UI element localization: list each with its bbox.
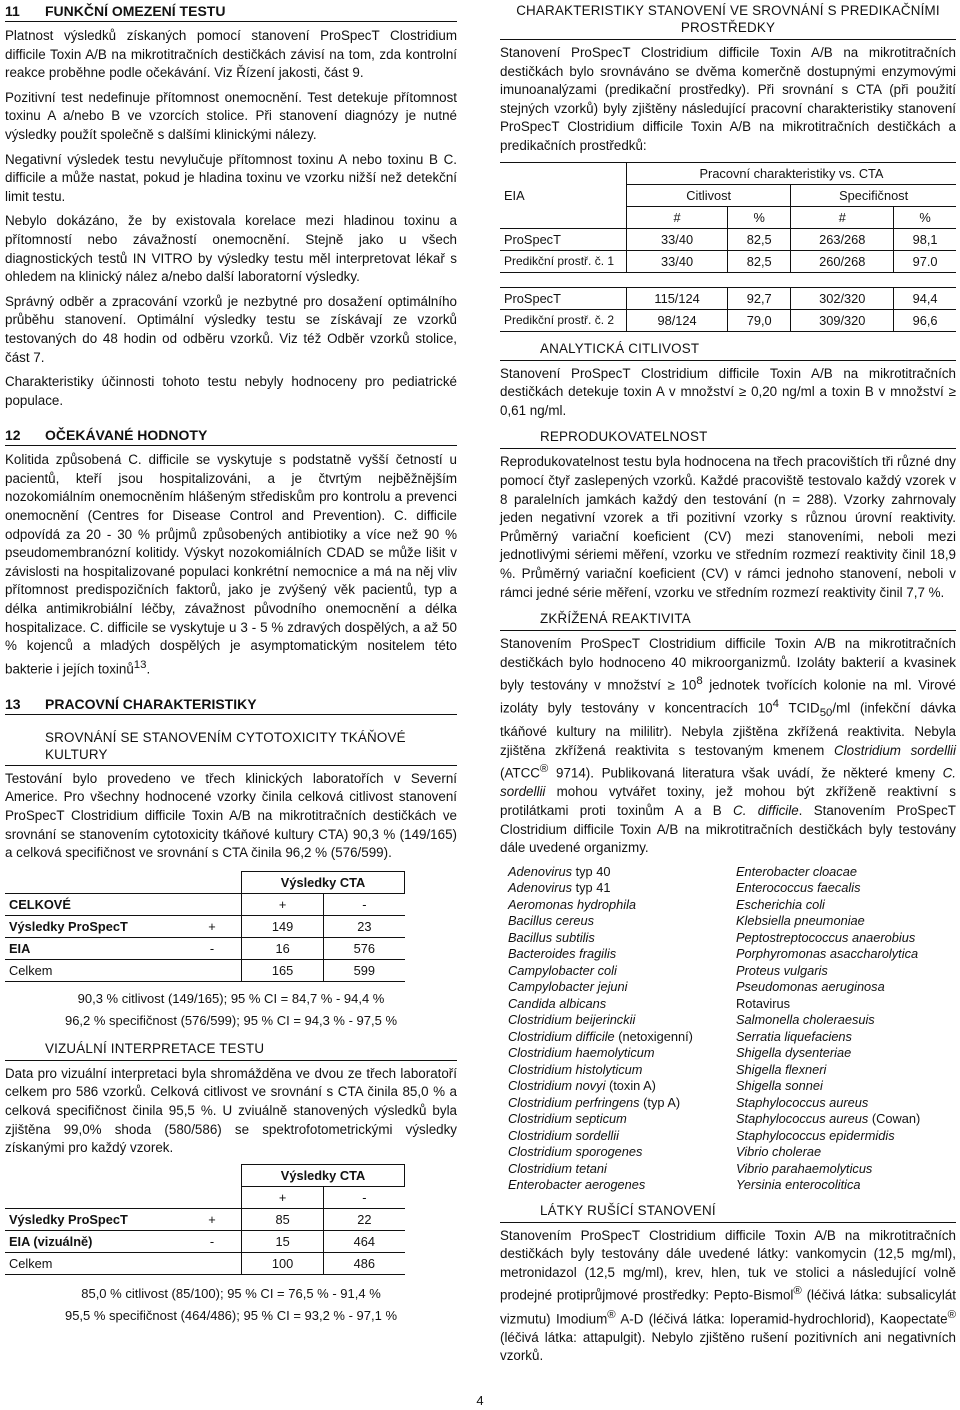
cross-heading: ZKŘÍŽENÁ REAKTIVITA bbox=[500, 610, 956, 631]
sec11-p1: Platnost výsledků získaných pomocí stanovení ProSpecT Clostridium difficile Toxin A/B na mikrotitračních destičkách závisí na tom, zda kontrolní reakce proběhne podle očekávání. Viz Řízení jakosti, část 9. bbox=[5, 28, 457, 81]
table-row: EIA - 16 576 bbox=[5, 937, 405, 959]
list-item: Vibrio parahaemolyticus bbox=[736, 1160, 873, 1176]
list-item: Escherichia coli bbox=[736, 896, 825, 912]
interference-heading: LÁTKY RUŠÍCÍ STANOVENÍ bbox=[500, 1202, 956, 1223]
cta-table: Výsledky CTA CELKOVÉ + - Výsledky ProSpecT + 149 23 EIA - 16 576 Celkem 165 599 bbox=[5, 871, 405, 982]
list-item: Campylobacter coli bbox=[508, 962, 617, 978]
list-item: Bacteroides fragilis bbox=[508, 946, 617, 962]
list-item: Staphylococcus aureus (Cowan) bbox=[736, 1111, 921, 1127]
sec11-p5: Správný odběr a zpracování vzorků je nezbytné pro dosažení optimálního průběhu stanovení. Optimální výsledky testu se získávají ze vzorků testovaných do 48 hodin od odběru vzorků. Viz též Odběr vzorků stolice, část 7. bbox=[5, 293, 457, 365]
section-13-heading: 13 PRACOVNÍ CHARAKTERISTIKY bbox=[5, 693, 457, 715]
predicative-paragraph: Stanovení ProSpecT Clostridium difficile Toxin A/B na mikrotitračních destičkách bylo srovnáváno se dvěma komerčně dostupnými enzymovými imunoanalýzami (predikační prostředky). Při srovnání s CTA (při použití stejných vzorků) byly zjištěny následující pracovní charakteristiky stanovení ProSpecT Clostridium difficile Toxin A/B na mikrotitračních destičkách a predikačních prostředků: bbox=[500, 45, 956, 153]
list-item: Proteus vulgaris bbox=[736, 962, 828, 978]
list-item: Bacillus cereus bbox=[508, 913, 595, 929]
left-column bbox=[5, 0, 457, 1329]
analytic-heading: ANALYTICKÁ CITLIVOST bbox=[500, 340, 956, 361]
cta-stat-1: 90,3 % citlivost (149/165); 95 % CI = 84,7 % - 94,4 % bbox=[77, 990, 385, 1006]
table-row: EIA (vizuálně) - 15 464 bbox=[5, 1230, 405, 1252]
page-number: 4 bbox=[476, 1393, 484, 1408]
sec11-p3: Negativní výsledek testu nevylučuje přítomnost toxinu A nebo toxinu B C. difficile a může nastat, pokud je hladina toxinu ve vzorku nižší než detekční limit testu. bbox=[5, 151, 457, 204]
interference-paragraph: Stanovením ProSpecT Clostridium difficile Toxin A/B na mikrotitračních destičkách byly testovány dále uvedené látky: vankomycin (12,5 mg/ml), metronidazol (12,5 mg/ml), krev, hlen, tuk ve stolici a následující volně prodejné protiprůjmové prostředky: Pepto-Bismol® (léčivá látka: subsalicylát vizmutu) Imodium® A-D (léčivá látka: loperamid-hydrochlorid), Kaopectate® (léčivá látka: attapulgit). Nebylo zjištěno rušení pozitivních ani negativních vzorků. bbox=[500, 1227, 956, 1364]
list-item: Enterobacter aerogenes bbox=[508, 1177, 646, 1193]
sec11-p6: Charakteristiky účinnosti tohoto testu nebyly hodnoceny pro pediatrické populace. bbox=[5, 374, 457, 408]
list-item: Staphylococcus epidermidis bbox=[736, 1127, 895, 1143]
predicative-table: Pracovní charakteristiky vs. CTA EIA Citlivost Specifičnost # % # % ProSpecT 33/40 82,5 263/268 98,1 Predikční prostř. č. 1 33/40 82,5 260/268 97.0 ProSpecT 115/124 92,7 302/320 94,4 Predikční prostř. č. 2 98/124 79,0 309/320 96,6 bbox=[500, 162, 956, 332]
list-item: Shigella sonnei bbox=[736, 1078, 823, 1094]
visual-stat-1: 85,0 % citlivost (85/100); 95 % CI = 76,5 % - 91,4 % bbox=[81, 1285, 381, 1301]
overall-label: CELKOVÉ bbox=[5, 893, 183, 915]
list-item: Rotavirus bbox=[736, 995, 791, 1011]
list-item: Pseudomonas aeruginosa bbox=[736, 979, 885, 995]
table-row: ProSpecT 115/124 92,7 302/320 94,4 bbox=[500, 287, 956, 309]
table-row: Výsledky ProSpecT + 149 23 bbox=[5, 915, 405, 937]
list-item: Adenovirus typ 41 bbox=[508, 880, 611, 896]
right-column bbox=[500, 0, 956, 1366]
repro-paragraph: Reprodukovatelnost testu byla hodnocena na třech pracovištích tři různé dny pomocí čtyř zaslepených vzorků. Každé pracoviště testovalo každý vzorek v 8 paralelních jamkách každý den testování (n = 288). Vzorky zahrnovaly jeden negativní vzorek a tři pozitivní vzorky s různou úrovní reaktivity. Průměrný variační koeficient (CV) mezi stanoveními, neboli mezi jednotlivými sériemi měření, vzorku ve středním rozmezí reaktivity činil 18,9 %. Průměrný variační koeficient (CV) v rámci jednoho stanovení, neboli v rámci jedné série měření, vzorku ve středním rozmezí reaktivity činil 7,7 %. bbox=[500, 454, 956, 600]
visual-paragraph: Data pro vizuální interpretaci byla shromážděna ve dvou ze třech laboratoří celkem pro 586 vzorků. Celková citlivost ve srovnání s CTA činila 85,0 % a celková specifičnost činila 95,5 %. U zviuálně stanovených výsledků byla zjištěna 99,0% shoda (580/586) se spektrofotometrickými výsledky získanými pro každý vzorek. bbox=[5, 1065, 457, 1156]
list-item: Clostridium tetani bbox=[508, 1160, 607, 1176]
list-item: Adenovirus typ 40 bbox=[508, 863, 611, 879]
visual-stat-2: 95,5 % specifičnost (464/486); 95 % CI = 93,2 % - 97,1 % bbox=[64, 1307, 398, 1323]
list-item: Yersinia enterocolitica bbox=[736, 1177, 861, 1193]
list-item: Clostridium haemolyticum bbox=[508, 1045, 655, 1061]
sec11-p2: Pozitivní test nedefinuje přítomnost onemocnění. Test detekuje přítomnost toxinu A a/nebo B ve vzorcích stolice. Při stanovení diagnózy je nutné výsledky použít společně s dalšími klinickými nálezy. bbox=[5, 89, 457, 142]
list-item: Clostridium septicum bbox=[508, 1111, 627, 1127]
table-row: Predikční prostř. č. 2 98/124 79,0 309/320 96,6 bbox=[500, 309, 956, 331]
section-12-heading: 12 OČEKÁVANÉ HODNOTY bbox=[5, 424, 457, 446]
cta-stat-2: 96,2 % specifičnost (576/599); 95 % CI = 94,3 % - 97,5 % bbox=[64, 1012, 398, 1028]
list-item: Clostridium sporogenes bbox=[508, 1144, 643, 1160]
list-item: Peptostreptococcus anaerobius bbox=[736, 929, 916, 945]
list-item: Enterobacter cloacae bbox=[736, 863, 857, 879]
table-row: Výsledky ProSpecT + 85 22 bbox=[5, 1208, 405, 1230]
cross-paragraph: Stanovením ProSpecT Clostridium difficile Toxin A/B na mikrotitračních destičkách bylo hodnoceno 40 mikroorganizmů. Izoláty bakterií a kvasinek byly testovány v množství ≥ $10^8$ jednotek tvořících kolonie na ml. Virové izoláty byly testovány v koncentracích $10^4$ $TCID_{50}/ml$ (infekční dávka tkáňové kultury na mililitr). Nebyla zjištěna zkřížená reaktivita. Nebyla zjištěna zkřížená reaktivita s testovaným kmenem Clostridium sordellii (ATCC® 9714). Publikovaná literatura však uvádí, že některé kmeny C. sordellii mohou vytvářet toxiny, jež mohou být zkříženě reaktivní s protilátkami proti toxinům A a B C. difficile. Stanovením ProSpecT Clostridium difficile Toxin A/B na mikrotitračních destičkách byly testovány dále uvedené organizmy. bbox=[500, 636, 956, 856]
list-item: Clostridium histolyticum bbox=[508, 1061, 643, 1077]
list-item: Clostridium perfringens (typ A) bbox=[508, 1094, 681, 1110]
repro-heading: REPRODUKOVATELNOST bbox=[500, 428, 956, 449]
cyto-heading: SROVNÁNÍ SE STANOVENÍM CYTOTOXICITY TKÁŇOVÉ KULTURY bbox=[5, 729, 457, 766]
analytic-paragraph: Stanovení ProSpecT Clostridium difficile Toxin A/B na mikrotitračních destičkách detekuje toxin A v množství ≥ 0,20 ng/ml a toxin B v množství ≥ 0,61 ng/ml. bbox=[500, 365, 956, 418]
list-item: Candida albicans bbox=[508, 995, 607, 1011]
predicative-heading: CHARAKTERISTIKY STANOVENÍ VE SROVNÁNÍ S PREDIKAČNÍMI PROSTŘEDKY bbox=[500, 0, 956, 40]
list-item: Clostridium beijerinckii bbox=[508, 1012, 636, 1028]
visual-table: Výsledky CTA + - Výsledky ProSpecT + 85 22 EIA (vizuálně) - 15 464 Celkem 100 486 bbox=[5, 1164, 405, 1275]
list-item: Porphyromonas asaccharolytica bbox=[736, 946, 919, 962]
list-item: Shigella dysenteriae bbox=[736, 1045, 852, 1061]
list-item: Shigella flexneri bbox=[736, 1061, 827, 1077]
organism-list bbox=[500, 864, 956, 1194]
list-item: Campylobacter jejuni bbox=[508, 979, 628, 995]
list-item: Clostridium difficile (netoxigenní) bbox=[508, 1028, 693, 1044]
list-item: Serratia liquefaciens bbox=[736, 1028, 852, 1044]
visual-heading: VIZUÁLNÍ INTERPRETACE TESTU bbox=[5, 1040, 457, 1061]
list-item: Clostridium novyi (toxin A) bbox=[508, 1078, 656, 1094]
cyto-paragraph: Testování bylo provedeno ve třech klinických laboratořích v Severní Americe. Pro všechny hodnocené vzorky činila celková citlivost stanovení ProSpecT Clostridium difficile Toxin A/B na mikrotitračních destičkách ve srovnání se stanovením cytotoxicity tkáňové kultury CTA) 90,3 % (149/165) a celková specifičnost ve srovnání s CTA činila 96,2 % (576/599). bbox=[5, 770, 457, 861]
list-item: Clostridium sordellii bbox=[508, 1127, 619, 1143]
list-item: Vibrio cholerae bbox=[736, 1144, 822, 1160]
cta-header: Výsledky CTA bbox=[242, 871, 405, 893]
table-row: Predikční prostř. č. 1 33/40 82,5 260/268 97.0 bbox=[500, 250, 956, 272]
list-item: Salmonella choleraesuis bbox=[736, 1012, 875, 1028]
table-row: Celkem 100 486 bbox=[5, 1252, 405, 1274]
section-11-heading: 11 FUNKČNÍ OMEZENÍ TESTU bbox=[5, 0, 457, 22]
table-row: Celkem 165 599 bbox=[5, 959, 405, 981]
list-item: Bacillus subtilis bbox=[508, 929, 595, 945]
list-item: Klebsiella pneumoniae bbox=[736, 913, 865, 929]
list-item: Enterococcus faecalis bbox=[736, 880, 861, 896]
table-row: ProSpecT 33/40 82,5 263/268 98,1 bbox=[500, 228, 956, 250]
list-item: Aeromonas hydrophila bbox=[508, 896, 637, 912]
list-item: Staphylococcus aureus bbox=[736, 1094, 869, 1110]
sec11-p4: Nebylo dokázáno, že by existovala korelace mezi hladinou toxinu a přítomností nebo závažností onemocnění. Stejně jako u všech diagnostických testů IN VITRO by výsledky testu měl interpretovat lékař s ohledem na klinický nález a/nebo další laboratorní výsledky. bbox=[5, 213, 457, 285]
sec12-p1: Kolitida způsobená C. difficile se vyskytuje s podstatně vyšší četností u pacientů, kteří jsou hospitalizováni, a je čtvrtým nejběžnějším nozokomiálním onemocněním hlášeným střediskům pro kontrolu a prevenci onemocnění (Centres for Disease Control and Prevention). C. difficile odpovídá za 20 - 30 % průjmů způsobených antibiotiky a více než 90 % pseudomembranózní kolitidy. Výskyt nozokomiálních CDAD se může lišit v závislosti na hospitalizované populaci konkrétní nemocnice a má na něj vliv přítomnost predispozičních faktorů, jako je zvýšený věk pacientů, typ a délka antimikrobiální léčby, závažnost původního onemocnění a délka hospitalizace. C. difficile se vyskytuje u 3 - 5 % zdravých dospělých, a až 50 % kojenců a mladých dospělých je asymptomatickým nositelem této bakterie i jejích toxinů$^{13}$. bbox=[5, 452, 457, 677]
